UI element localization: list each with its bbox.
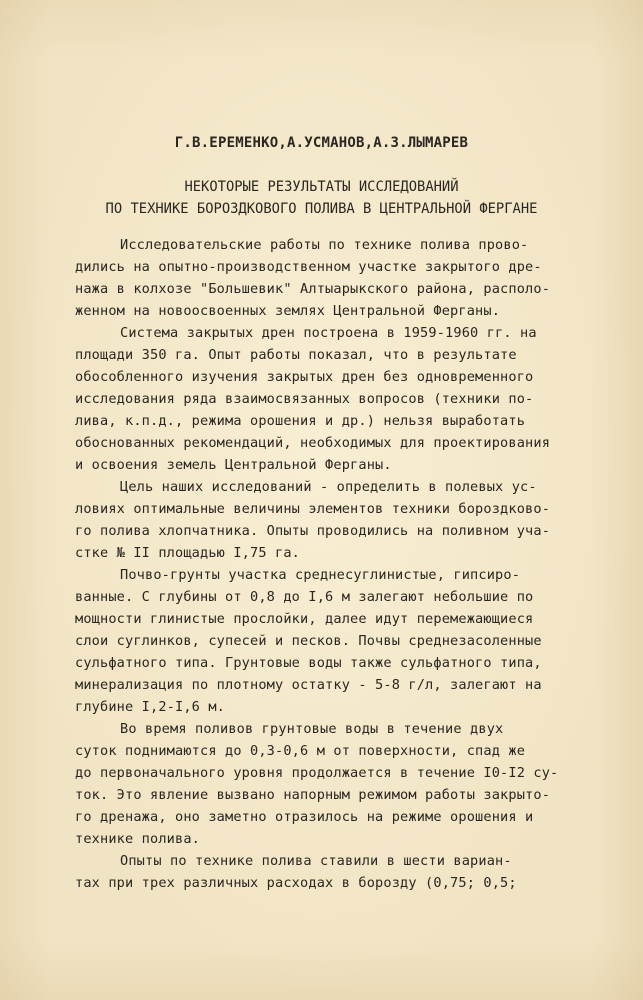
text-line: тах при трех различных расходах в борозду (0,75; 0,5; [75,875,517,891]
text-line: Система закрытых дрен построена в 1959-1960 гг. на [120,325,537,341]
text-line: женном на новоосвоенных землях Центральной Ферганы. [75,303,501,319]
text-line: мощности глинистые прослойки, далее идут перемежающиеся [75,611,534,627]
text-line: Во время поливов грунтовые воды в течение двух [120,721,504,737]
text-line: нажа в колхозе "Большевик" Алтыарыкского района, располо- [75,281,551,297]
document-title [0,176,643,220]
text-line: Исследовательские работы по технике полива прово- [120,237,529,253]
text-line: дились на опытно-производственном участке закрытого дре- [75,259,542,275]
text-line: Цель наших исследований - определить в полевых ус- [120,479,537,495]
text-line: стке № II площадью I,75 га. [75,545,301,561]
text-line: площади 350 га. Опыт работы показал, что в результате [75,347,517,363]
text-line: минерализация по плотному остатку - 5-8 г/л, залегают на [75,677,542,693]
text-line: ток. Это явление вызвано напорным режимом работы закрыто- [75,787,551,803]
text-line: до первоначального уровня продолжается в течение I0-I2 су- [75,765,559,781]
title-line-2: ПО ТЕХНИКЕ БОРОЗДКОВОГО ПОЛИВА В ЦЕНТРАЛЬНОЙ ФЕРГАНЕ [105,201,538,217]
text-line: сульфатного типа. Грунтовые воды также сульфатного типа, [75,655,542,671]
text-line: го полива хлопчатника. Опыты проводились на поливном уча- [75,523,551,539]
text-line: и освоения земель Центральной Ферганы. [75,457,392,473]
text-line: обоснованных рекомендаций, необходимых для проектирования [75,435,551,451]
text-line: Почво-грунты участка среднесуглинистые, гипсиро- [120,567,521,583]
text-line: суток поднимаются до 0,3-0,6 м от поверхности, спад же [75,743,526,759]
text-line: Опыты по технике полива ставили в шести вариан- [120,853,512,869]
text-line: ловиях оптимальные величины элементов техники бороздково- [75,501,551,517]
authors-line: Г.В.ЕРЕМЕНКО,А.УСМАНОВ,А.З.ЛЫМАРЕВ [174,135,469,151]
text-line: глубине I,2-I,6 м. [75,699,226,715]
text-line: обособленного изучения закрытых дрен без одновременного [75,369,534,385]
text-line: лива, к.п.д., режима орошения и др.) нельзя выработать [75,413,526,429]
title-line-1: НЕКОТОРЫЕ РЕЗУЛЬТАТЫ ИССЛЕДОВАНИЙ [184,179,459,195]
text-line: исследования ряда взаимосвязанных вопросов (техники по- [75,391,534,407]
text-line: ванные. С глубины от 0,8 до I,6 м залегают небольшие по [75,589,534,605]
text-line: слои суглинков, супесей и песков. Почвы среднезасоленные [75,633,542,649]
text-line: технике полива. [75,831,201,847]
text-line: го дренажа, оно заметно отразилось на режиме орошения и [75,809,534,825]
